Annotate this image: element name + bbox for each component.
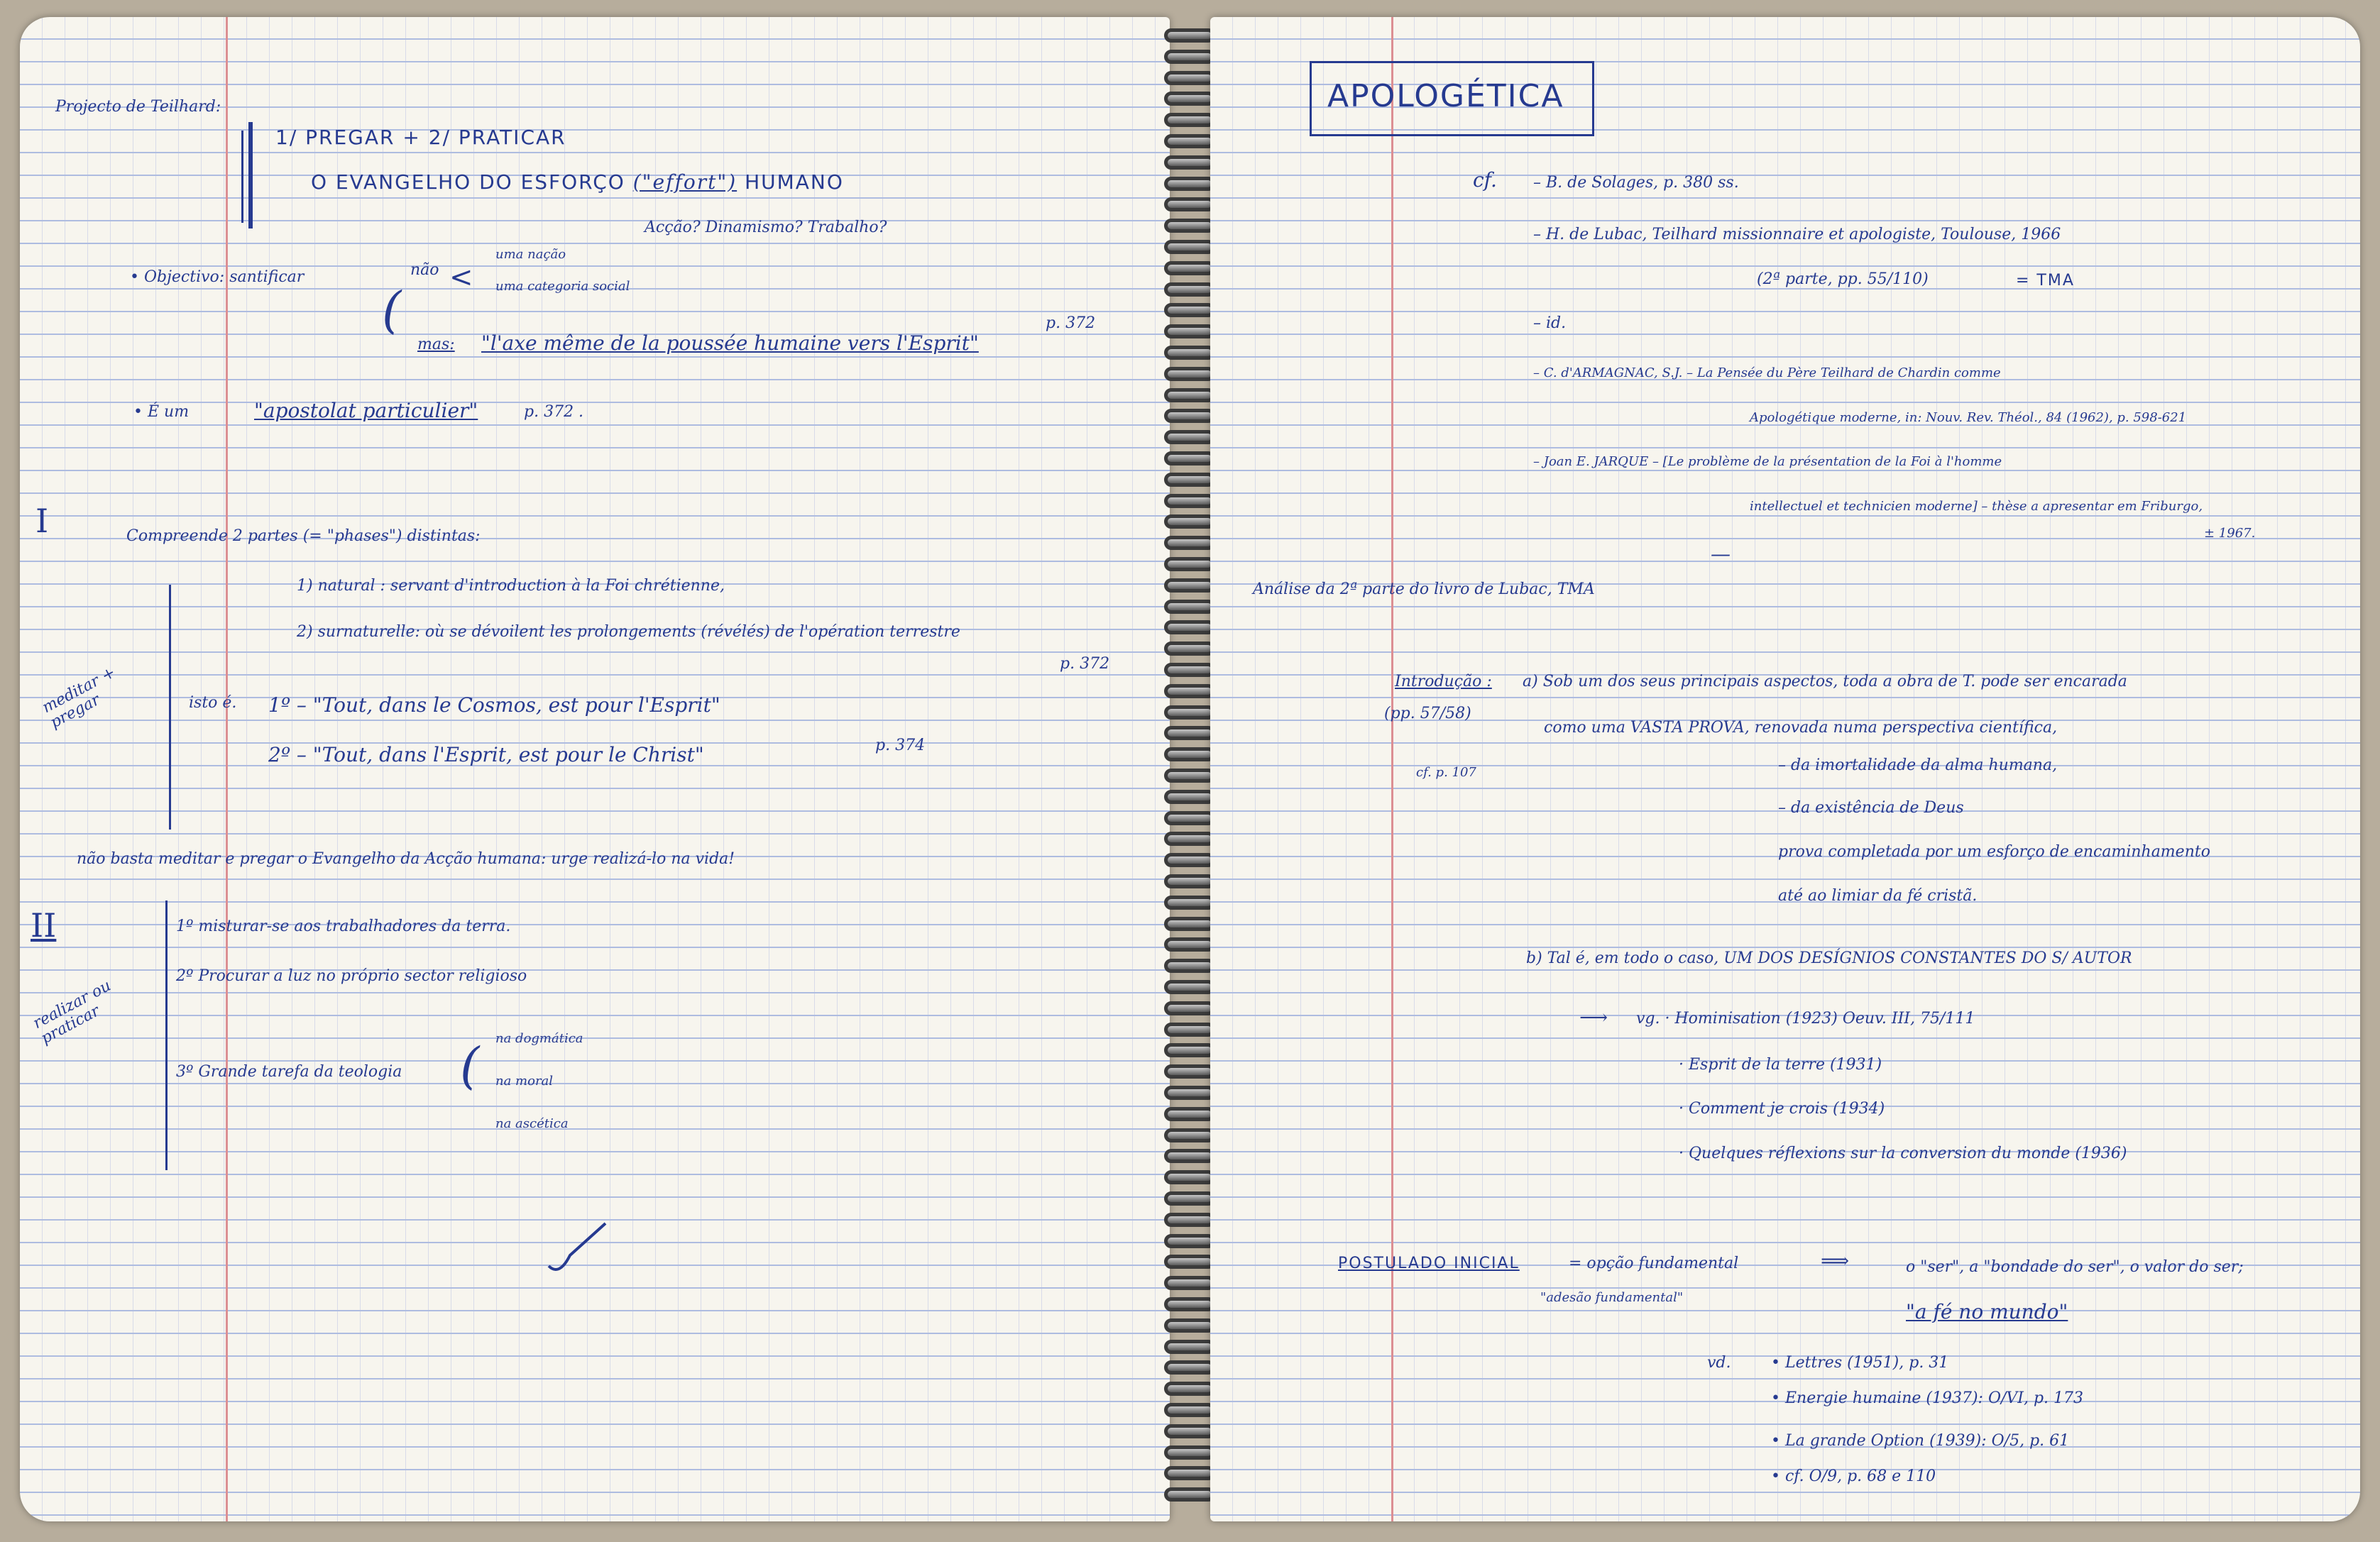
separator-dash: — <box>1711 542 1731 566</box>
spiral-coil <box>1164 684 1215 698</box>
bracket-line <box>169 585 171 830</box>
intro-a5: prova completada por um esforço de encaminhamento <box>1778 843 2210 861</box>
ref-5: – Joan E. JARQUE – [Le problème de la présentation de la Foi à l'homme <box>1533 454 2002 469</box>
adesao-label: "adesão fundamental" <box>1540 1290 1684 1305</box>
realizar-1: 1º misturar-se aos trabalhadores da terra. <box>176 918 511 935</box>
intro-a3: – da imortalidade da alma humana, <box>1778 756 2058 774</box>
quote-1: 1º – "Tout, dans le Cosmos, est pour l'Esprit" <box>268 693 720 717</box>
spiral-coil <box>1164 155 1215 170</box>
intro-a4: – da existência de Deus <box>1778 799 1964 817</box>
spiral-coil <box>1164 600 1215 614</box>
spiral-coil <box>1164 1001 1215 1015</box>
spiral-coil <box>1164 324 1215 338</box>
spiral-coil <box>1164 1191 1215 1206</box>
emphasis-bar <box>241 131 243 223</box>
spiral-coil <box>1164 1149 1215 1163</box>
spiral-coil <box>1164 557 1215 571</box>
spiral-coil <box>1164 1297 1215 1311</box>
spiral-coil <box>1164 536 1215 550</box>
arrow-icon: ⟶ <box>1579 1006 1608 1029</box>
spiral-coil <box>1164 1234 1215 1248</box>
margin-line <box>226 17 228 1521</box>
part-2: 2) surnaturelle: où se dévoilent les prolongements (révélés) de l'opération terrestre <box>297 623 960 641</box>
spiral-coil <box>1164 705 1215 720</box>
spiral-coil <box>1164 367 1215 381</box>
spiral-coil <box>1164 578 1215 593</box>
intro-a6: até ao limiar da fé cristã. <box>1778 887 1978 905</box>
margin-line <box>1391 17 1393 1521</box>
spiral-coil <box>1164 917 1215 931</box>
realizar-praticar: realizar ou praticar <box>30 976 114 1048</box>
teologia-1: na dogmática <box>495 1031 583 1046</box>
spiral-coil <box>1164 1086 1215 1100</box>
spiral-coil <box>1164 937 1215 952</box>
vd-4: • cf. O/9, p. 68 e 110 <box>1771 1467 1936 1485</box>
spiral-coil <box>1164 874 1215 888</box>
ref-2c: = TMA <box>2016 272 2075 290</box>
spiral-coil <box>1164 409 1215 423</box>
postulado-label: POSTULADO INICIAL <box>1338 1255 1520 1272</box>
intro-pages: (pp. 57/58) <box>1384 705 1471 722</box>
compreende-line: Compreende 2 partes (= "phases") distintas: <box>126 527 481 545</box>
page-ref: p. 374 <box>875 737 926 754</box>
pregar-praticar: 1/ PREGAR + 2/ PRATICAR <box>275 126 566 149</box>
bracket-line <box>165 901 168 1170</box>
spiral-coil <box>1164 240 1215 254</box>
spiral-coil <box>1164 50 1215 64</box>
page-ref: p. 372 <box>1060 655 1110 673</box>
spiral-coil <box>1164 1382 1215 1396</box>
spiral-coil <box>1164 896 1215 910</box>
spiral-coil <box>1164 853 1215 867</box>
spiral-coil <box>1164 959 1215 973</box>
section-II: II <box>31 906 57 945</box>
ser-line: o "ser", a "bondade do ser", o valor do ser; <box>1906 1258 2244 1276</box>
vd-label: vd. <box>1707 1354 1731 1372</box>
teologia-2: na moral <box>495 1074 554 1089</box>
spiral-coil <box>1164 620 1215 634</box>
teologia-3: na ascética <box>495 1116 569 1131</box>
b-line: b) Tal é, em todo o caso, UM DOS DESÍGNIOS CONSTANTES DO S/ AUTOR <box>1526 949 2132 967</box>
cf-page: cf. p. 107 <box>1416 765 1476 780</box>
mas-quote: "l'axe même de la poussée humaine vers l'Esprit" <box>481 331 979 355</box>
spiral-coil <box>1164 134 1215 148</box>
vg-1: vg. · Hominisation (1923) Oeuv. III, 75/111 <box>1636 1010 1975 1028</box>
spiral-coil <box>1164 494 1215 508</box>
vd-2: • Energie humaine (1937): O/VI, p. 173 <box>1771 1389 2084 1407</box>
spiral-coil <box>1164 219 1215 233</box>
spiral-coil <box>1164 261 1215 275</box>
nao-item-2: uma categoria social <box>495 279 630 294</box>
page-ref: p. 372 <box>1046 314 1096 332</box>
page-title: APOLOGÉTICA <box>1327 78 1564 114</box>
apostolat-ref: p. 372 . <box>524 403 584 421</box>
ref-5b: intellectuel et technicien moderne] – thèse a apresentar em Friburgo, <box>1750 499 2203 514</box>
spiral-coil <box>1164 726 1215 740</box>
ref-5c: ± 1967. <box>2204 526 2256 541</box>
nao-basta: não basta meditar e pregar o Evangelho da Acção humana: urge realizá-lo na vida! <box>77 850 735 868</box>
spiral-coil <box>1164 28 1215 43</box>
nao-label: não <box>410 261 439 279</box>
spiral-coil <box>1164 790 1215 804</box>
isto-e: isto é. <box>189 694 237 712</box>
spiral-coil <box>1164 1043 1215 1057</box>
spiral-coil <box>1164 92 1215 106</box>
ref-4: – C. d'ARMAGNAC, S.J. – La Pensée du Père Teilhard de Chardin comme <box>1533 365 2001 380</box>
mas-label: mas: <box>417 336 455 353</box>
brace: ( <box>382 281 402 339</box>
spiral-coil <box>1164 1128 1215 1142</box>
realizar-2: 2º Procurar a luz no próprio sector religioso <box>176 967 527 985</box>
meditar-pregar: meditar + pregar <box>39 663 119 732</box>
apostolat-a: • É um <box>133 403 190 421</box>
check-mark <box>545 1216 609 1280</box>
spiral-coil <box>1164 303 1215 317</box>
spiral-coil <box>1164 1445 1215 1460</box>
spiral-coil <box>1164 113 1215 127</box>
spiral-coil <box>1164 641 1215 656</box>
intro-label: Introdução : <box>1395 673 1492 690</box>
spiral-coil <box>1164 282 1215 297</box>
fe-no-mundo: "a fé no mundo" <box>1906 1300 2068 1323</box>
spiral-coil <box>1164 197 1215 211</box>
spiral-coil <box>1164 1276 1215 1290</box>
spiral-coil <box>1164 1487 1215 1502</box>
spiral-coil <box>1164 1318 1215 1333</box>
spiral-coil <box>1164 1340 1215 1354</box>
ref-4b: Apologétique moderne, in: Nouv. Rev. Théol., 84 (1962), p. 598-621 <box>1750 410 2187 425</box>
spiral-coil <box>1164 1023 1215 1037</box>
intro-a2: como uma VASTA PROVA, renovada numa perspectiva científica, <box>1544 719 2058 737</box>
vd-1: • Lettres (1951), p. 31 <box>1771 1354 1949 1372</box>
lt-bracket: < <box>449 261 473 294</box>
spiral-coil <box>1164 1064 1215 1079</box>
spiral-coil <box>1164 346 1215 360</box>
ref-2b: (2ª parte, pp. 55/110) <box>1757 270 1929 288</box>
realizar-3: 3º Grande tarefa da teologia <box>176 1063 402 1081</box>
spiral-coil <box>1164 1255 1215 1269</box>
spiral-coil <box>1164 388 1215 402</box>
vg-4: · Quelques réflexions sur la conversion du monde (1936) <box>1679 1145 2127 1162</box>
spiral-coil <box>1164 514 1215 529</box>
vg-2: · Esprit de la terre (1931) <box>1679 1056 1882 1074</box>
spiral-coil <box>1164 811 1215 825</box>
part-1: 1) natural : servant d'introduction à la Foi chrétienne, <box>297 577 725 595</box>
spiral-coil <box>1164 1466 1215 1480</box>
section-I: I <box>35 502 49 540</box>
quote-2: 2º – "Tout, dans l'Esprit, est pour le Christ" <box>268 743 704 766</box>
apostolat-b: "apostolat particulier" <box>254 399 478 422</box>
spiral-coil <box>1164 1424 1215 1438</box>
spiral-coil <box>1164 451 1215 466</box>
evangelho-note: Acção? Dinamismo? Trabalho? <box>645 219 887 236</box>
spiral-coil <box>1164 747 1215 761</box>
spiral-coil <box>1164 430 1215 444</box>
objectivo-label: • Objectivo: santificar <box>130 268 305 286</box>
spiral-coil <box>1164 663 1215 677</box>
spiral-coil <box>1164 473 1215 487</box>
arrow-icon: ⟹ <box>1821 1249 1850 1272</box>
spiral-coil <box>1164 177 1215 191</box>
spiral-coil <box>1164 832 1215 846</box>
spiral-binding <box>1164 28 1217 1511</box>
ref-3: – id. <box>1533 314 1567 332</box>
spiral-coil <box>1164 1213 1215 1227</box>
analise-line: Análise da 2ª parte do livro de Lubac, TMA <box>1253 580 1595 598</box>
spiral-coil <box>1164 980 1215 994</box>
nao-item-1: uma nação <box>495 247 566 262</box>
vg-3: · Comment je crois (1934) <box>1679 1100 1885 1118</box>
vd-3: • La grande Option (1939): O/5, p. 61 <box>1771 1432 2070 1450</box>
right-notebook-page <box>1210 17 2360 1521</box>
header-text: Projecto de Teilhard: <box>55 98 221 116</box>
spiral-coil <box>1164 1360 1215 1375</box>
emphasis-bar <box>248 122 253 228</box>
ref-1: – B. de Solages, p. 380 ss. <box>1533 174 1739 192</box>
spiral-coil <box>1164 71 1215 85</box>
left-notebook-page <box>20 17 1170 1521</box>
spiral-coil <box>1164 769 1215 783</box>
cf-label: cf. <box>1473 168 1497 192</box>
brace: ( <box>460 1037 480 1095</box>
ref-2: – H. de Lubac, Teilhard missionnaire et apologiste, Toulouse, 1966 <box>1533 226 2061 243</box>
opcao-label: = opção fundamental <box>1569 1255 1739 1272</box>
intro-a: a) Sob um dos seus principais aspectos, toda a obra de T. pode ser encarada <box>1523 673 2127 690</box>
spiral-coil <box>1164 1403 1215 1417</box>
spiral-coil <box>1164 1170 1215 1184</box>
spiral-coil <box>1164 1107 1215 1121</box>
evangelho-line: O EVANGELHO DO ESFORÇO ("effort") HUMANO <box>311 170 844 194</box>
